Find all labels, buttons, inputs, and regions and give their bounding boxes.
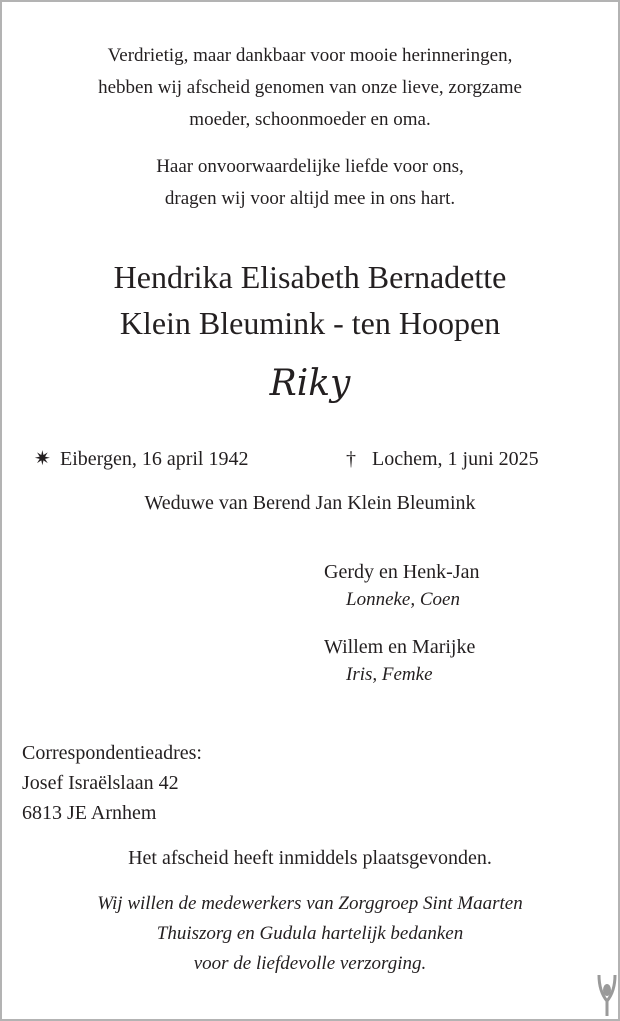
intro-line: hebben wij afscheid genomen van onze lieve, zorgzame bbox=[98, 77, 522, 98]
family-parents: Gerdy en Henk-Jan bbox=[324, 561, 480, 583]
death-info bbox=[346, 447, 539, 471]
death-cross-icon: † bbox=[346, 448, 356, 470]
address-city: 6813 JE Arnhem bbox=[22, 802, 157, 824]
farewell-note: Het afscheid heeft inmiddels plaatsgevonden. bbox=[128, 847, 492, 869]
intro-text bbox=[0, 40, 620, 215]
nickname: Riky bbox=[269, 363, 351, 404]
name-line-2: Klein Bleumink - ten Hoopen bbox=[119, 305, 501, 341]
tulip-logo-icon bbox=[594, 971, 620, 1017]
family-children: Iris, Femke bbox=[346, 664, 433, 685]
birth-star-icon: ✷ bbox=[34, 448, 51, 470]
intro-line: moeder, schoonmoeder en oma. bbox=[189, 109, 431, 130]
intro-line: dragen wij voor altijd mee in ons hart. bbox=[164, 188, 456, 209]
thanks-note bbox=[0, 889, 620, 979]
correspondence-address bbox=[22, 738, 202, 828]
thanks-line: Wij willen de medewerkers van Zorggroep Sint Maarten bbox=[97, 893, 523, 914]
birth-date: Eibergen, 16 april 1942 bbox=[60, 448, 249, 470]
thanks-line: voor de liefdevolle verzorging. bbox=[193, 953, 427, 974]
address-street: Josef Israëlslaan 42 bbox=[22, 772, 179, 794]
widow-line: Weduwe van Berend Jan Klein Bleumink bbox=[144, 492, 476, 514]
birth-info bbox=[34, 447, 248, 471]
address-label: Correspondentieadres: bbox=[22, 742, 202, 764]
death-date: Lochem, 1 juni 2025 bbox=[372, 448, 539, 470]
family-children: Lonneke, Coen bbox=[346, 589, 460, 610]
thanks-line: Thuiszorg en Gudula hartelijk bedanken bbox=[156, 923, 464, 944]
deceased-name bbox=[0, 254, 620, 346]
family-parents: Willem en Marijke bbox=[324, 636, 476, 658]
family-group bbox=[324, 633, 475, 689]
intro-line: Verdrietig, maar dankbaar voor mooie herinneringen, bbox=[107, 45, 513, 66]
family-group bbox=[324, 558, 480, 614]
intro-line: Haar onvoorwaardelijke liefde voor ons, bbox=[156, 156, 464, 177]
name-line-1: Hendrika Elisabeth Bernadette bbox=[113, 259, 507, 295]
